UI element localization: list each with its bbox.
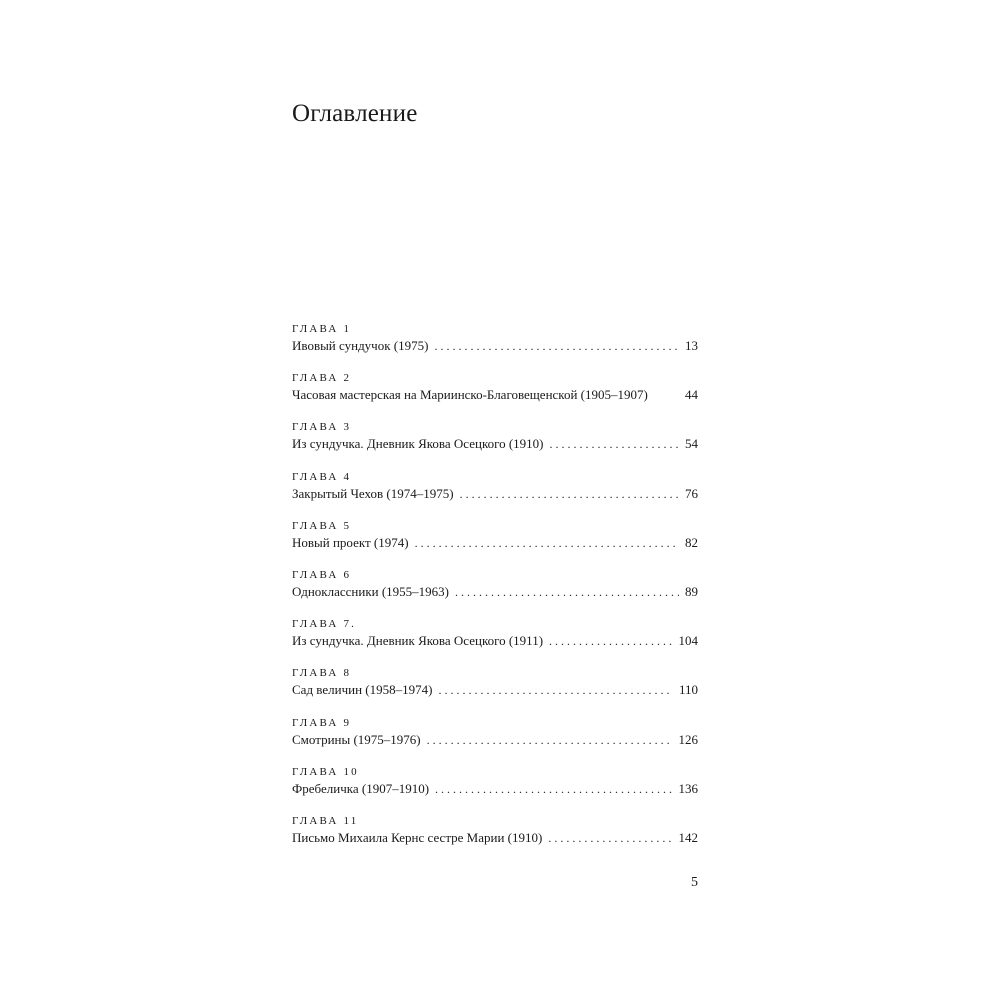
chapter-title: Закрытый Чехов (1974–1975) xyxy=(292,485,454,501)
page-folio: 5 xyxy=(691,875,698,890)
toc-line xyxy=(292,680,698,700)
page-number: 54 xyxy=(685,436,698,452)
dot-leader xyxy=(415,533,679,553)
chapter-title: Письмо Михаила Кернс сестре Марии (1910) xyxy=(292,829,543,845)
dot-leader xyxy=(427,730,673,750)
page-number: 13 xyxy=(685,338,698,353)
page-number: 104 xyxy=(678,633,698,649)
dot-leader xyxy=(548,828,672,848)
toc-entry xyxy=(292,371,698,420)
dot-leader xyxy=(438,680,673,700)
chapter-title: Часовая мастерская на Мариинско-Благовещенской (1905–1907) xyxy=(292,387,648,403)
dot-leader xyxy=(455,582,679,602)
toc-entry xyxy=(292,568,698,617)
chapter-label: ГЛАВА 3 xyxy=(292,421,352,434)
chapter-label: ГЛАВА 2 xyxy=(292,372,352,385)
chapter-label: ГЛАВА 5 xyxy=(292,519,352,532)
page-number: 89 xyxy=(685,583,698,599)
table-of-contents xyxy=(292,322,698,863)
toc-entry xyxy=(292,814,698,863)
page-title: Оглавление xyxy=(292,100,418,127)
toc-entry xyxy=(292,716,698,765)
chapter-label: ГЛАВА 1 xyxy=(292,323,352,335)
chapter-label: ГЛАВА 9 xyxy=(292,716,352,729)
page-number: 44 xyxy=(685,387,698,403)
dot-leader xyxy=(550,434,679,454)
toc-entry xyxy=(292,470,698,519)
toc-line xyxy=(292,336,698,356)
page-number: 142 xyxy=(678,829,698,845)
toc-line xyxy=(292,385,698,405)
toc-line xyxy=(292,582,698,602)
chapter-title: Фребеличка (1907–1910) xyxy=(292,780,430,796)
toc-entry xyxy=(292,765,698,814)
chapter-title: Ивовый сундучок (1975) xyxy=(292,338,429,353)
toc-entry xyxy=(292,420,698,469)
chapter-label: ГЛАВА 11 xyxy=(292,814,359,827)
page-number: 110 xyxy=(678,682,698,698)
page-number: 126 xyxy=(678,731,698,747)
page-number: 76 xyxy=(685,485,698,501)
page-number: 82 xyxy=(685,534,698,550)
toc-line xyxy=(292,434,698,454)
chapter-label: ГЛАВА 10 xyxy=(292,765,359,778)
chapter-title: Смотрины (1975–1976) xyxy=(292,731,421,747)
chapter-label: ГЛАВА 6 xyxy=(292,568,352,581)
toc-entry xyxy=(292,617,698,666)
chapter-label: ГЛАВА 4 xyxy=(292,470,352,483)
chapter-label: ГЛАВА 8 xyxy=(292,667,352,680)
chapter-title: Сад величин (1958–1974) xyxy=(292,682,433,698)
toc-entry xyxy=(292,322,698,371)
dot-leader xyxy=(434,336,679,356)
dot-leader xyxy=(460,484,679,504)
page-number: 136 xyxy=(678,780,698,796)
toc-line xyxy=(292,828,698,848)
toc-line xyxy=(292,631,698,651)
chapter-title: Из сундучка. Дневник Якова Осецкого (1910) xyxy=(292,436,544,452)
chapter-title: Новый проект (1974) xyxy=(292,534,409,550)
chapter-title: Одноклассники (1955–1963) xyxy=(292,583,449,599)
toc-line xyxy=(292,779,698,799)
toc-line xyxy=(292,533,698,553)
toc-entry xyxy=(292,666,698,715)
toc-line xyxy=(292,730,698,750)
chapter-title: Из сундучка. Дневник Якова Осецкого (1911) xyxy=(292,633,544,649)
dot-leader xyxy=(435,779,672,799)
toc-entry xyxy=(292,519,698,568)
chapter-label: ГЛАВА 7. xyxy=(292,618,357,631)
dot-leader xyxy=(549,631,672,651)
toc-line xyxy=(292,484,698,504)
